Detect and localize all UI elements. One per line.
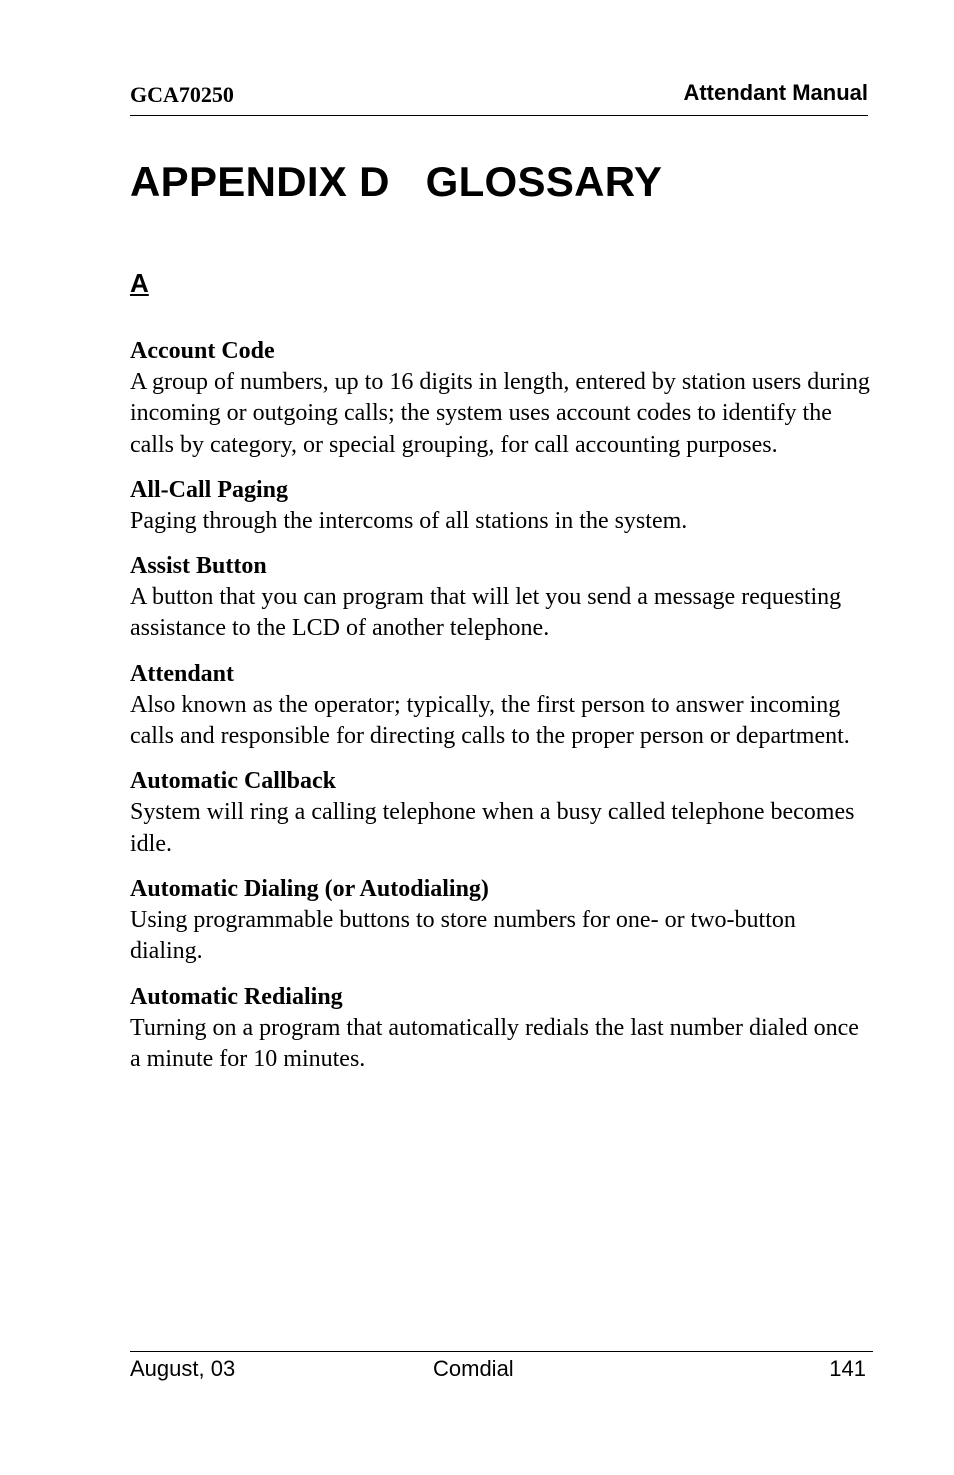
page-title: APPENDIX D GLOSSARY bbox=[130, 158, 663, 205]
page-number: 141 bbox=[829, 1356, 866, 1381]
glossary-term: Assist Button bbox=[130, 553, 267, 580]
glossary-entry-account-code bbox=[130, 336, 870, 461]
page-header bbox=[130, 80, 868, 116]
glossary-entry-automatic-redialing bbox=[130, 982, 870, 1076]
glossary-term: All-Call Paging bbox=[130, 476, 289, 503]
glossary-term: Attendant bbox=[130, 660, 235, 687]
glossary-definition: System will ring a calling telephone when a busy called telephone becomes idle. bbox=[130, 799, 855, 857]
footer-date: August, 03 bbox=[130, 1356, 236, 1381]
glossary-entry-attendant bbox=[130, 659, 870, 753]
glossary-list bbox=[130, 336, 870, 1089]
glossary-entry-assist-button bbox=[130, 551, 870, 645]
glossary-term: Automatic Callback bbox=[130, 768, 336, 795]
glossary-entry-automatic-callback bbox=[130, 766, 870, 860]
glossary-entry-automatic-dialing bbox=[130, 874, 870, 968]
section-letter-heading: A bbox=[130, 268, 149, 298]
glossary-term: Account Code bbox=[130, 338, 275, 364]
glossary-definition: Also known as the operator; typically, the first person to answer incoming calls and responsible for directing calls to the proper person or department. bbox=[130, 691, 850, 750]
glossary-entry-all-call-paging bbox=[130, 475, 870, 537]
glossary-definition: A button that you can program that will let you send a message requesting assistance to the LCD of another telephone. bbox=[130, 584, 842, 642]
glossary-definition: A group of numbers, up to 16 digits in length, entered by station users during incoming or outgoing calls; the system uses account codes to identify the calls by category, or special grouping, for call accounting purposes. bbox=[130, 369, 870, 458]
document-id: GCA70250 bbox=[130, 82, 234, 107]
glossary-definition: Turning on a program that automatically redials the last number dialed once a minute for 10 minutes. bbox=[130, 1014, 859, 1072]
glossary-definition: Using programmable buttons to store numbers for one- or two-button dialing. bbox=[130, 906, 796, 965]
page-footer bbox=[130, 1351, 873, 1388]
footer-company: Comdial bbox=[433, 1356, 514, 1381]
manual-title: Attendant Manual bbox=[683, 80, 868, 105]
glossary-term: Automatic Redialing bbox=[130, 983, 343, 1010]
glossary-term: Automatic Dialing (or Autodialing) bbox=[130, 875, 489, 902]
glossary-definition: Paging through the intercoms of all stations in the system. bbox=[130, 507, 688, 534]
